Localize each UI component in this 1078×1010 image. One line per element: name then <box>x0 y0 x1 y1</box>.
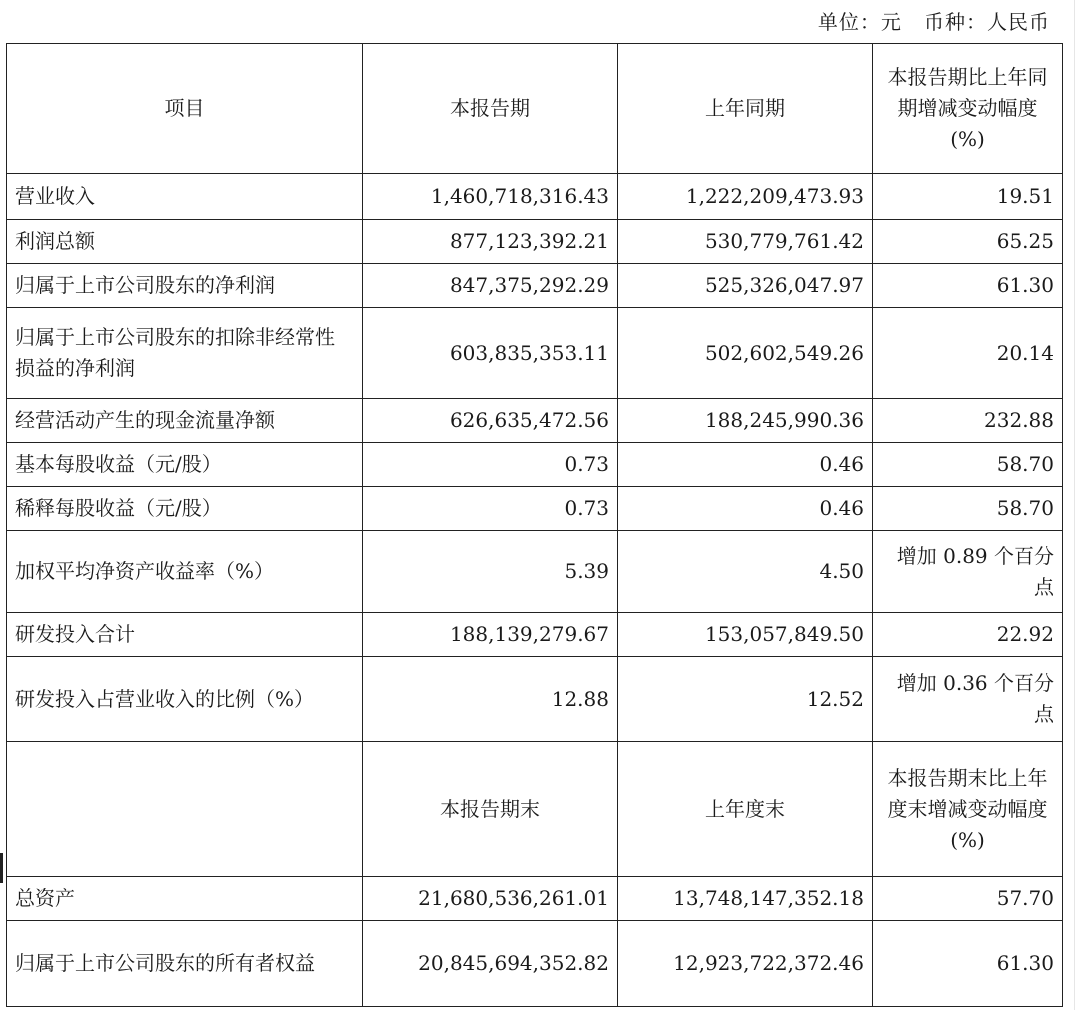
row-change: 58.70 <box>873 443 1063 487</box>
row-current: 877,123,392.21 <box>363 220 618 264</box>
table-row <box>7 531 1063 613</box>
row-change: 20.14 <box>873 308 1063 399</box>
row-item: 利润总额 <box>7 220 363 264</box>
header-current-period: 本报告期 <box>363 44 618 174</box>
table-row <box>7 877 1063 921</box>
row-change: 58.70 <box>873 487 1063 531</box>
subheader-previous-year-end: 上年度末 <box>618 742 873 877</box>
table-row <box>7 443 1063 487</box>
row-previous: 12,923,722,372.46 <box>618 921 873 1007</box>
row-current: 188,139,279.67 <box>363 613 618 657</box>
row-current: 603,835,353.11 <box>363 308 618 399</box>
row-change: 22.92 <box>873 613 1063 657</box>
row-previous: 502,602,549.26 <box>618 308 873 399</box>
margin-marker <box>0 853 3 883</box>
table-row <box>7 220 1063 264</box>
table-header-row <box>7 44 1063 174</box>
row-item: 归属于上市公司股东的所有者权益 <box>7 921 363 1007</box>
row-item: 归属于上市公司股东的净利润 <box>7 264 363 308</box>
row-current: 21,680,536,261.01 <box>363 877 618 921</box>
table-row <box>7 613 1063 657</box>
subheader-item <box>7 742 363 877</box>
table-row <box>7 308 1063 399</box>
unit-currency-note: 单位：元 币种：人民币 <box>817 10 1050 34</box>
table-row <box>7 487 1063 531</box>
row-change: 61.30 <box>873 264 1063 308</box>
header-previous-period: 上年同期 <box>618 44 873 174</box>
row-change: 增加 0.36 个百分点 <box>873 657 1063 742</box>
page-edge-line <box>1074 0 1075 1010</box>
row-previous: 153,057,849.50 <box>618 613 873 657</box>
row-current: 626,635,472.56 <box>363 399 618 443</box>
row-current: 847,375,292.29 <box>363 264 618 308</box>
row-item: 总资产 <box>7 877 363 921</box>
row-change: 65.25 <box>873 220 1063 264</box>
row-previous: 4.50 <box>618 531 873 613</box>
table-row <box>7 174 1063 220</box>
row-current: 1,460,718,316.43 <box>363 174 618 220</box>
row-current: 12.88 <box>363 657 618 742</box>
row-item: 基本每股收益（元/股） <box>7 443 363 487</box>
row-previous: 188,245,990.36 <box>618 399 873 443</box>
row-previous: 13,748,147,352.18 <box>618 877 873 921</box>
row-current: 0.73 <box>363 443 618 487</box>
header-item: 项目 <box>7 44 363 174</box>
row-previous: 525,326,047.97 <box>618 264 873 308</box>
row-current: 20,845,694,352.82 <box>363 921 618 1007</box>
row-change: 57.70 <box>873 877 1063 921</box>
table-row <box>7 657 1063 742</box>
row-item: 研发投入合计 <box>7 613 363 657</box>
row-previous: 530,779,761.42 <box>618 220 873 264</box>
row-previous: 0.46 <box>618 443 873 487</box>
row-current: 5.39 <box>363 531 618 613</box>
header-change-pct: 本报告期比上年同期增减变动幅度(%) <box>873 44 1063 174</box>
row-item: 加权平均净资产收益率（%） <box>7 531 363 613</box>
table-row <box>7 399 1063 443</box>
table-row <box>7 921 1063 1007</box>
row-item: 经营活动产生的现金流量净额 <box>7 399 363 443</box>
row-change: 19.51 <box>873 174 1063 220</box>
row-previous: 0.46 <box>618 487 873 531</box>
row-previous: 12.52 <box>618 657 873 742</box>
row-item: 营业收入 <box>7 174 363 220</box>
subheader-current-period-end: 本报告期末 <box>363 742 618 877</box>
table-subheader-row <box>7 742 1063 877</box>
row-change: 增加 0.89 个百分点 <box>873 531 1063 613</box>
financial-data-table <box>6 43 1063 1007</box>
row-previous: 1,222,209,473.93 <box>618 174 873 220</box>
row-change: 61.30 <box>873 921 1063 1007</box>
row-current: 0.73 <box>363 487 618 531</box>
row-item: 稀释每股收益（元/股） <box>7 487 363 531</box>
table-row <box>7 264 1063 308</box>
row-change: 232.88 <box>873 399 1063 443</box>
subheader-change-pct: 本报告期末比上年度末增减变动幅度(%) <box>873 742 1063 877</box>
row-item: 研发投入占营业收入的比例（%） <box>7 657 363 742</box>
row-item: 归属于上市公司股东的扣除非经常性损益的净利润 <box>7 308 363 399</box>
